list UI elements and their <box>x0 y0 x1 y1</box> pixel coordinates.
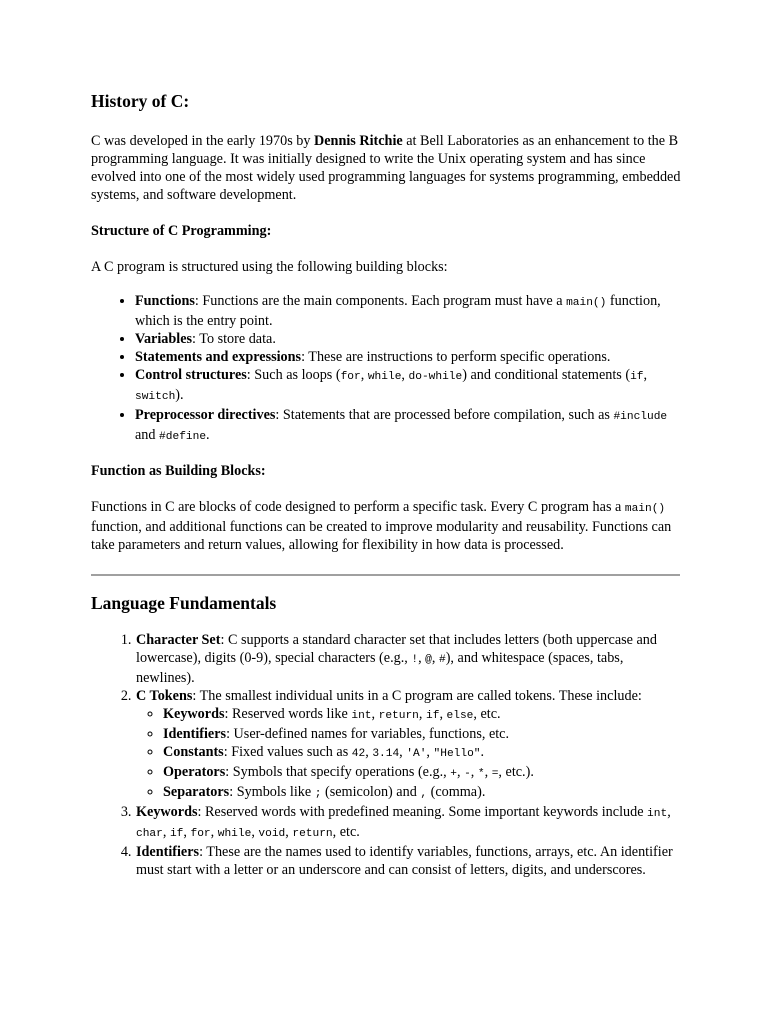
item-code: #include <box>613 411 668 423</box>
item-code: ! <box>411 654 419 666</box>
item-text: , <box>399 744 407 760</box>
item-code: main() <box>566 297 607 309</box>
item-term: Variables <box>135 331 193 347</box>
list-item <box>163 743 681 763</box>
history-paragraph <box>91 132 681 204</box>
item-code: while <box>217 828 252 840</box>
item-term: Keywords <box>163 706 225 722</box>
paragraph-text: Functions in C are blocks of code designed to perform a specific task. Every C program has a <box>91 499 625 515</box>
item-text: and <box>135 427 160 443</box>
function-blocks-paragraph <box>91 498 681 554</box>
fundamentals-list <box>91 631 681 879</box>
item-code: @ <box>425 654 432 666</box>
item-code: #define <box>159 431 207 443</box>
item-text: : These are the names used to identify variables, functions, arrays, etc. An identifier must start with a letter or an underscore and can consist of letters, digits, and underscores. <box>136 844 673 878</box>
item-text: , <box>431 650 439 666</box>
item-term: Keywords <box>136 804 198 820</box>
item-text: , <box>371 706 379 722</box>
item-code: if <box>630 371 644 383</box>
item-text: : C supports a standard character set that includes letters (both uppercase and lowercase), digits (0-9), special characters (e.g., <box>136 632 657 666</box>
document-page <box>91 90 681 879</box>
item-term: Separators <box>163 784 230 800</box>
list-item <box>135 843 681 879</box>
item-text: , <box>285 824 293 840</box>
item-code: do-while <box>408 371 463 383</box>
section-divider <box>91 574 680 576</box>
item-term: Operators <box>163 764 226 780</box>
item-text: function, which is the entry point. <box>135 293 661 329</box>
list-item <box>163 783 681 803</box>
item-text: ). <box>175 387 184 403</box>
item-term: C Tokens <box>136 688 193 704</box>
item-code: int <box>647 808 668 820</box>
item-text: : Reserved words with predefined meaning. Some important keywords include <box>197 804 648 820</box>
item-code: int <box>351 710 372 722</box>
item-text: , <box>251 824 259 840</box>
item-text: : Reserved words like <box>224 706 352 722</box>
item-text: : Symbols like <box>229 784 315 800</box>
item-code: return <box>292 828 333 840</box>
paragraph-code: main() <box>624 503 666 515</box>
item-text: , <box>470 764 478 780</box>
item-text: : To store data. <box>192 331 276 347</box>
item-code: else <box>446 710 474 722</box>
building-blocks-list <box>91 292 681 446</box>
item-term: Preprocessor directives <box>135 407 276 423</box>
function-blocks-heading: Function as Building Blocks: <box>91 463 266 479</box>
item-text: : Functions are the main components. Each program must have a <box>194 293 567 309</box>
item-text: : Symbols that specify operations (e.g., <box>225 764 451 780</box>
item-code: + <box>450 768 457 780</box>
item-code: - <box>464 768 471 780</box>
list-item <box>135 330 681 348</box>
paragraph-text: function, and additional functions can be created to improve modularity and reusability. Functions can take parameters and return values, allowing for flexibility in how data is processed. <box>91 519 672 553</box>
item-term: Functions <box>135 293 195 309</box>
item-code: = <box>491 768 499 780</box>
item-term: Control structures <box>135 367 247 383</box>
item-text: , <box>418 706 426 722</box>
history-text: at Bell Laboratories as an enhancement to the B programming language. It was initially designed to write the Unix operating system and has since evolved into one of the most widely used programming languages for systems programming, embedded systems, and software development. <box>91 133 681 203</box>
item-text: , etc. <box>332 824 360 840</box>
item-term: Statements and expressions <box>135 349 302 365</box>
history-text: C was developed in the early 1970s by <box>91 133 315 149</box>
item-code: if <box>169 828 184 840</box>
list-item <box>135 687 681 803</box>
item-code: while <box>367 371 402 383</box>
item-code: return <box>378 710 419 722</box>
history-name-bold: Dennis Ritchie <box>314 133 403 149</box>
item-text: : The smallest individual units in a C program are called tokens. These include: <box>192 688 642 704</box>
item-text: . <box>480 744 485 760</box>
item-text: : Statements that are processed before compilation, such as <box>275 407 614 423</box>
item-text: ), and whitespace (spaces, tabs, newlines). <box>136 650 624 686</box>
item-text: , <box>484 764 492 780</box>
list-item <box>135 292 681 330</box>
item-code: # <box>438 654 446 666</box>
list-item <box>135 803 681 843</box>
structure-heading: Structure of C Programming: <box>91 223 272 239</box>
item-text: , <box>210 824 218 840</box>
item-text: : These are instructions to perform specific operations. <box>301 349 611 365</box>
structure-intro: A C program is structured using the following building blocks: <box>91 259 448 275</box>
list-item <box>135 348 681 366</box>
item-term: Constants <box>163 744 224 760</box>
item-text: : Such as loops ( <box>246 367 341 383</box>
item-text: , <box>183 824 191 840</box>
item-code: char <box>136 828 163 840</box>
item-text: , <box>456 764 465 780</box>
list-item <box>135 366 681 406</box>
list-item <box>163 705 681 725</box>
item-term: Identifiers <box>163 726 227 742</box>
item-text: ) and conditional statements ( <box>462 367 631 383</box>
item-code: for <box>190 828 211 840</box>
item-text: , <box>365 744 373 760</box>
list-item <box>135 631 681 687</box>
item-text: (comma). <box>427 784 486 800</box>
item-text: , etc. <box>473 706 501 722</box>
item-text: , <box>360 367 368 383</box>
item-code: * <box>477 768 485 780</box>
item-code: ; <box>314 788 322 800</box>
item-text: , <box>426 744 434 760</box>
item-text: , <box>667 804 671 820</box>
item-text: , <box>643 367 648 383</box>
item-text: : User-defined names for variables, functions, etc. <box>226 726 510 742</box>
tokens-list <box>136 705 681 803</box>
item-code: 'A' <box>406 748 427 760</box>
item-code: "Hello" <box>433 748 481 760</box>
item-text: , <box>401 367 409 383</box>
fundamentals-heading: Language Fundamentals <box>91 593 277 613</box>
list-item <box>135 406 681 446</box>
item-code: for <box>340 371 361 383</box>
item-code: 42 <box>351 748 366 760</box>
item-text: , <box>439 706 447 722</box>
item-text: : Fixed values such as <box>223 744 352 760</box>
item-code: if <box>426 710 440 722</box>
item-code: void <box>258 828 286 840</box>
list-item <box>163 763 681 783</box>
item-code: , <box>420 788 428 800</box>
item-text: , etc.). <box>498 764 534 780</box>
item-text: , <box>418 650 426 666</box>
item-term: Identifiers <box>136 844 200 860</box>
item-text: , <box>162 824 170 840</box>
item-text: (semicolon) and <box>321 784 421 800</box>
history-heading: History of C: <box>91 91 190 111</box>
item-code: switch <box>135 391 176 403</box>
item-code: 3.14 <box>372 748 400 760</box>
list-item <box>163 725 681 743</box>
item-text: . <box>206 427 210 443</box>
item-term: Character Set <box>136 632 221 648</box>
